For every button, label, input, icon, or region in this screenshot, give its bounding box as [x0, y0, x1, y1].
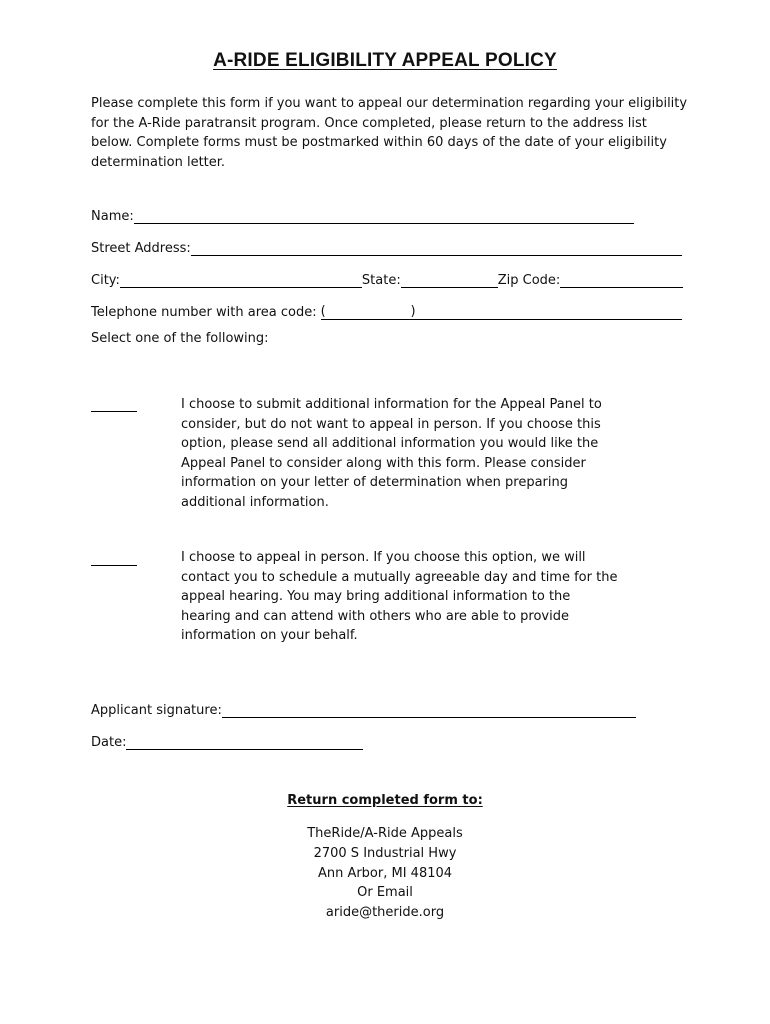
option-2-text: I choose to appeal in person. If you choose this option, we will contact you to schedule a mutually agreeable day and time for the appeal hearing. You may bring additional information to the hearing and can attend with others who are able to provide information on your behalf. [181, 550, 618, 643]
phone-label: Telephone number with area code: [91, 305, 317, 320]
city-row [91, 268, 683, 288]
zip-label: Zip Code: [497, 273, 561, 288]
street-row [91, 236, 682, 256]
area-code-close: ) [410, 304, 416, 319]
phone-row [91, 300, 682, 320]
date-row [91, 730, 363, 750]
date-label: Date: [91, 735, 127, 750]
intro-paragraph: Please complete this form if you want to appeal our determination regarding your eligibility for the A-Ride paratransit program. Once completed, please return to the address list below. Complete forms must be postmarked within 60 days of the date of your eligibility determination letter. [91, 96, 688, 170]
address-line: Ann Arbor, MI 48104 [317, 865, 453, 881]
name-field[interactable] [134, 209, 634, 224]
address-line: 2700 S Industrial Hwy [313, 845, 457, 861]
name-row [91, 204, 634, 224]
return-heading: Return completed form to: [287, 793, 483, 808]
signature-label: Applicant signature: [91, 703, 222, 718]
city-label: City: [91, 273, 120, 288]
signature-field[interactable] [222, 703, 636, 718]
return-address [0, 824, 770, 923]
email-address[interactable]: aride@theride.org [325, 905, 445, 921]
date-field[interactable] [126, 735, 363, 750]
street-field[interactable] [191, 241, 682, 256]
address-line: Or Email [357, 885, 413, 901]
state-field[interactable] [401, 273, 498, 288]
page-title: A-RIDE ELIGIBILITY APPEAL POLICY [213, 50, 557, 71]
option-1-blank[interactable] [91, 410, 137, 412]
address-line: TheRide/A-Ride Appeals [307, 826, 463, 841]
area-code-open: ( [320, 304, 326, 319]
area-code-field[interactable] [321, 304, 416, 320]
option-1-text: I choose to submit additional information for the Appeal Panel to consider, but do not want to appeal in person. If you choose this option, please send all additional information you would like the Appeal Panel to consider along with this form. Please consider information on your letter of determination when preparing additional information. [181, 397, 602, 510]
city-field[interactable] [120, 273, 362, 288]
zip-field[interactable] [560, 273, 683, 288]
phone-number-field[interactable] [416, 305, 682, 320]
name-label: Name: [91, 209, 134, 224]
street-label: Street Address: [91, 241, 191, 256]
select-instruction: Select one of the following: [91, 331, 269, 346]
state-label: State: [361, 273, 401, 288]
signature-row [91, 698, 636, 718]
option-2-blank[interactable] [91, 564, 137, 566]
